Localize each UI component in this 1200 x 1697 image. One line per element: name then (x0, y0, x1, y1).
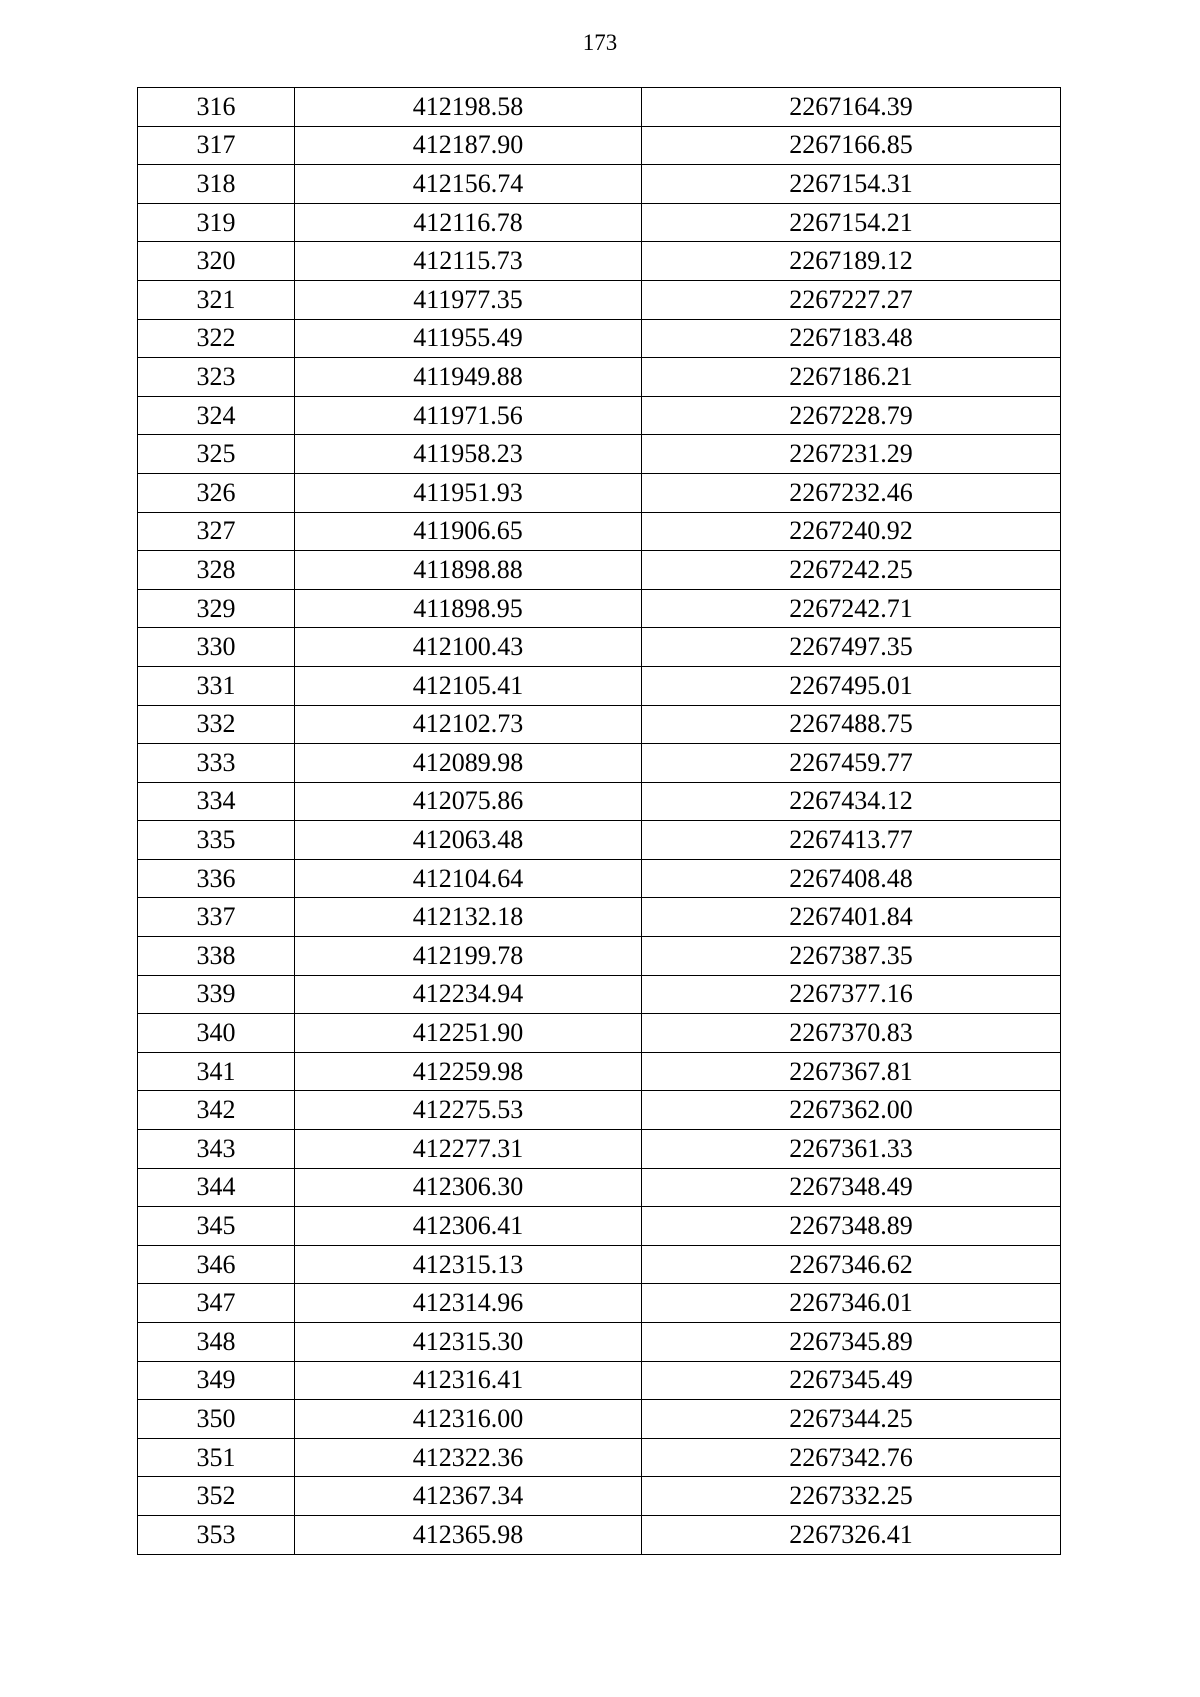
point-number-cell: 353 (138, 1515, 295, 1554)
x-coordinate-cell: 412367.34 (295, 1477, 642, 1516)
x-coordinate-cell: 412187.90 (295, 126, 642, 165)
y-coordinate-cell: 2267326.41 (642, 1515, 1061, 1554)
point-number-cell: 331 (138, 666, 295, 705)
point-number-cell: 341 (138, 1052, 295, 1091)
table-row (138, 203, 1061, 242)
y-coordinate-cell: 2267345.89 (642, 1323, 1061, 1362)
x-coordinate-cell: 412315.13 (295, 1245, 642, 1284)
table-row (138, 937, 1061, 976)
point-number-cell: 352 (138, 1477, 295, 1516)
x-coordinate-cell: 411977.35 (295, 280, 642, 319)
x-coordinate-cell: 412198.58 (295, 88, 642, 127)
y-coordinate-cell: 2267377.16 (642, 975, 1061, 1014)
point-number-cell: 322 (138, 319, 295, 358)
table-row (138, 165, 1061, 204)
y-coordinate-cell: 2267346.01 (642, 1284, 1061, 1323)
y-coordinate-cell: 2267166.85 (642, 126, 1061, 165)
x-coordinate-cell: 411949.88 (295, 358, 642, 397)
point-number-cell: 344 (138, 1168, 295, 1207)
x-coordinate-cell: 412105.41 (295, 666, 642, 705)
x-coordinate-cell: 411906.65 (295, 512, 642, 551)
coordinates-table-body (138, 88, 1061, 1555)
x-coordinate-cell: 412104.64 (295, 859, 642, 898)
y-coordinate-cell: 2267231.29 (642, 435, 1061, 474)
table-row (138, 1361, 1061, 1400)
table-row (138, 396, 1061, 435)
point-number-cell: 343 (138, 1130, 295, 1169)
point-number-cell: 330 (138, 628, 295, 667)
x-coordinate-cell: 411898.95 (295, 589, 642, 628)
table-row (138, 589, 1061, 628)
y-coordinate-cell: 2267387.35 (642, 937, 1061, 976)
table-row (138, 473, 1061, 512)
x-coordinate-cell: 412322.36 (295, 1438, 642, 1477)
y-coordinate-cell: 2267332.25 (642, 1477, 1061, 1516)
y-coordinate-cell: 2267488.75 (642, 705, 1061, 744)
table-row (138, 435, 1061, 474)
table-row (138, 1052, 1061, 1091)
point-number-cell: 351 (138, 1438, 295, 1477)
y-coordinate-cell: 2267342.76 (642, 1438, 1061, 1477)
y-coordinate-cell: 2267459.77 (642, 744, 1061, 783)
y-coordinate-cell: 2267413.77 (642, 821, 1061, 860)
y-coordinate-cell: 2267348.49 (642, 1168, 1061, 1207)
table-row (138, 512, 1061, 551)
y-coordinate-cell: 2267345.49 (642, 1361, 1061, 1400)
y-coordinate-cell: 2267232.46 (642, 473, 1061, 512)
point-number-cell: 339 (138, 975, 295, 1014)
y-coordinate-cell: 2267361.33 (642, 1130, 1061, 1169)
y-coordinate-cell: 2267240.92 (642, 512, 1061, 551)
table-row (138, 1477, 1061, 1516)
y-coordinate-cell: 2267186.21 (642, 358, 1061, 397)
table-row (138, 1207, 1061, 1246)
x-coordinate-cell: 412316.00 (295, 1400, 642, 1439)
table-row (138, 242, 1061, 281)
x-coordinate-cell: 412306.30 (295, 1168, 642, 1207)
point-number-cell: 332 (138, 705, 295, 744)
y-coordinate-cell: 2267183.48 (642, 319, 1061, 358)
point-number-cell: 348 (138, 1323, 295, 1362)
point-number-cell: 319 (138, 203, 295, 242)
point-number-cell: 325 (138, 435, 295, 474)
table-row (138, 1323, 1061, 1362)
y-coordinate-cell: 2267408.48 (642, 859, 1061, 898)
y-coordinate-cell: 2267348.89 (642, 1207, 1061, 1246)
y-coordinate-cell: 2267189.12 (642, 242, 1061, 281)
x-coordinate-cell: 412102.73 (295, 705, 642, 744)
point-number-cell: 345 (138, 1207, 295, 1246)
coordinates-table (137, 87, 1061, 1555)
table-row (138, 1400, 1061, 1439)
y-coordinate-cell: 2267370.83 (642, 1014, 1061, 1053)
x-coordinate-cell: 412100.43 (295, 628, 642, 667)
x-coordinate-cell: 411958.23 (295, 435, 642, 474)
x-coordinate-cell: 411898.88 (295, 551, 642, 590)
point-number-cell: 333 (138, 744, 295, 783)
x-coordinate-cell: 412259.98 (295, 1052, 642, 1091)
y-coordinate-cell: 2267495.01 (642, 666, 1061, 705)
point-number-cell: 328 (138, 551, 295, 590)
y-coordinate-cell: 2267367.81 (642, 1052, 1061, 1091)
y-coordinate-cell: 2267242.71 (642, 589, 1061, 628)
y-coordinate-cell: 2267346.62 (642, 1245, 1061, 1284)
y-coordinate-cell: 2267344.25 (642, 1400, 1061, 1439)
table-row (138, 1438, 1061, 1477)
table-row (138, 1168, 1061, 1207)
table-row (138, 666, 1061, 705)
point-number-cell: 349 (138, 1361, 295, 1400)
table-row (138, 1091, 1061, 1130)
table-row (138, 1284, 1061, 1323)
point-number-cell: 335 (138, 821, 295, 860)
table-row (138, 782, 1061, 821)
x-coordinate-cell: 412234.94 (295, 975, 642, 1014)
table-row (138, 1014, 1061, 1053)
table-row (138, 1130, 1061, 1169)
table-row (138, 705, 1061, 744)
y-coordinate-cell: 2267154.21 (642, 203, 1061, 242)
x-coordinate-cell: 412116.78 (295, 203, 642, 242)
y-coordinate-cell: 2267154.31 (642, 165, 1061, 204)
table-row (138, 628, 1061, 667)
point-number-cell: 324 (138, 396, 295, 435)
table-row (138, 1245, 1061, 1284)
point-number-cell: 316 (138, 88, 295, 127)
x-coordinate-cell: 412156.74 (295, 165, 642, 204)
y-coordinate-cell: 2267242.25 (642, 551, 1061, 590)
point-number-cell: 327 (138, 512, 295, 551)
x-coordinate-cell: 411955.49 (295, 319, 642, 358)
point-number-cell: 329 (138, 589, 295, 628)
table-row (138, 551, 1061, 590)
point-number-cell: 321 (138, 280, 295, 319)
y-coordinate-cell: 2267227.27 (642, 280, 1061, 319)
x-coordinate-cell: 411971.56 (295, 396, 642, 435)
x-coordinate-cell: 412132.18 (295, 898, 642, 937)
point-number-cell: 347 (138, 1284, 295, 1323)
point-number-cell: 323 (138, 358, 295, 397)
x-coordinate-cell: 412315.30 (295, 1323, 642, 1362)
x-coordinate-cell: 411951.93 (295, 473, 642, 512)
table-row (138, 126, 1061, 165)
x-coordinate-cell: 412275.53 (295, 1091, 642, 1130)
y-coordinate-cell: 2267434.12 (642, 782, 1061, 821)
point-number-cell: 326 (138, 473, 295, 512)
y-coordinate-cell: 2267497.35 (642, 628, 1061, 667)
point-number-cell: 342 (138, 1091, 295, 1130)
x-coordinate-cell: 412115.73 (295, 242, 642, 281)
y-coordinate-cell: 2267228.79 (642, 396, 1061, 435)
y-coordinate-cell: 2267401.84 (642, 898, 1061, 937)
x-coordinate-cell: 412365.98 (295, 1515, 642, 1554)
table-row (138, 744, 1061, 783)
x-coordinate-cell: 412075.86 (295, 782, 642, 821)
page-number: 173 (582, 30, 618, 55)
point-number-cell: 340 (138, 1014, 295, 1053)
x-coordinate-cell: 412089.98 (295, 744, 642, 783)
x-coordinate-cell: 412277.31 (295, 1130, 642, 1169)
table-row (138, 975, 1061, 1014)
point-number-cell: 350 (138, 1400, 295, 1439)
table-row (138, 1515, 1061, 1554)
table-row (138, 358, 1061, 397)
x-coordinate-cell: 412306.41 (295, 1207, 642, 1246)
table-row (138, 898, 1061, 937)
point-number-cell: 318 (138, 165, 295, 204)
y-coordinate-cell: 2267362.00 (642, 1091, 1061, 1130)
point-number-cell: 337 (138, 898, 295, 937)
table-row (138, 88, 1061, 127)
table-row (138, 859, 1061, 898)
table-row (138, 319, 1061, 358)
table-row (138, 821, 1061, 860)
x-coordinate-cell: 412063.48 (295, 821, 642, 860)
point-number-cell: 336 (138, 859, 295, 898)
table-row (138, 280, 1061, 319)
point-number-cell: 346 (138, 1245, 295, 1284)
y-coordinate-cell: 2267164.39 (642, 88, 1061, 127)
point-number-cell: 320 (138, 242, 295, 281)
x-coordinate-cell: 412314.96 (295, 1284, 642, 1323)
x-coordinate-cell: 412316.41 (295, 1361, 642, 1400)
point-number-cell: 334 (138, 782, 295, 821)
point-number-cell: 317 (138, 126, 295, 165)
x-coordinate-cell: 412251.90 (295, 1014, 642, 1053)
point-number-cell: 338 (138, 937, 295, 976)
x-coordinate-cell: 412199.78 (295, 937, 642, 976)
